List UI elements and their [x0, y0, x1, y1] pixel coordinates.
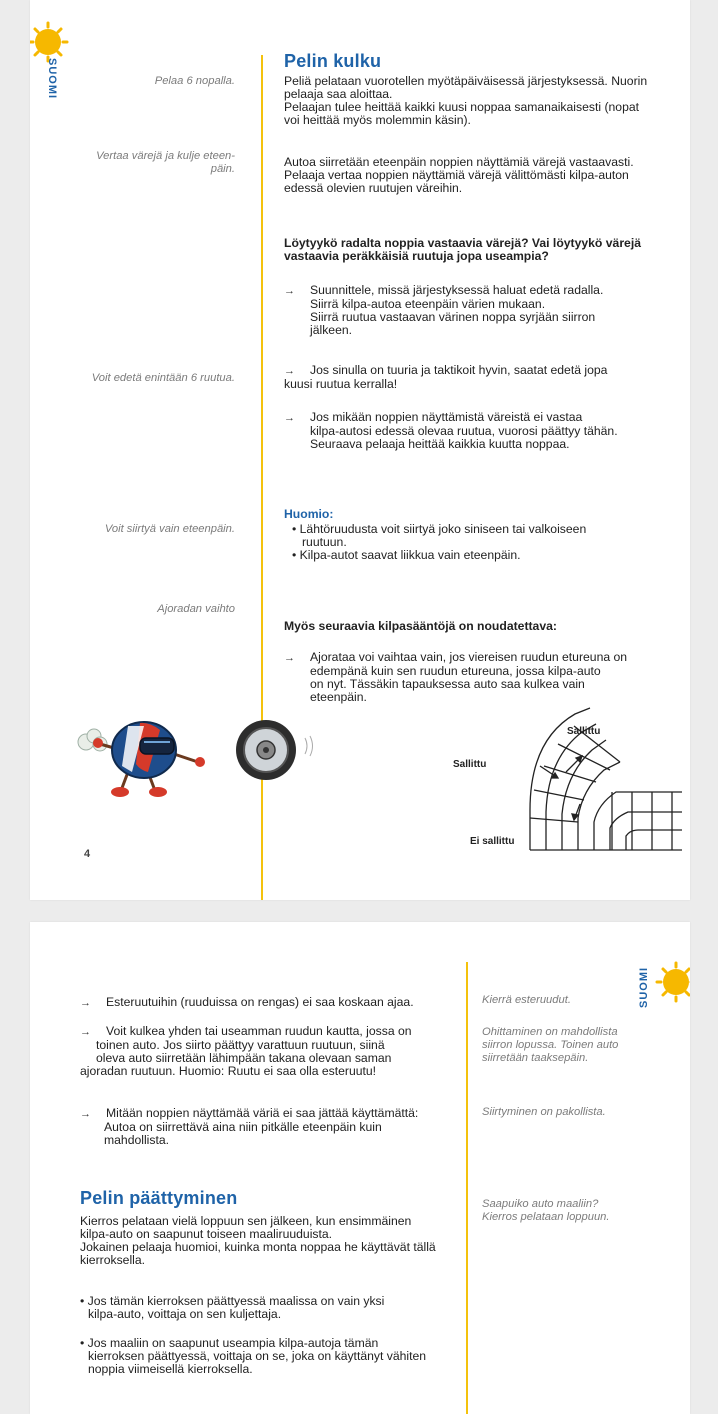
arrow-right-icon: → — [284, 412, 295, 424]
text-line: Esteruutuihin (ruuduissa on rengas) ei saa koskaan ajaa. — [106, 995, 414, 1009]
text-line: kierroksella. — [80, 1253, 146, 1267]
margin-note-line: Kierros pelataan loppuun. — [482, 1211, 610, 1223]
text-line: Suunnittele, missä järjestyksessä haluat edetä radalla. — [310, 283, 604, 297]
subheading-colors — [284, 237, 684, 263]
margin-note-max-six: Voit edetä enintään 6 ruutua. — [91, 372, 235, 384]
diagram-label-allowed: Sallittu — [567, 726, 601, 737]
note-heading: Huomio: — [284, 507, 334, 521]
margin-note-obstacles: Kierrä esteruudut. — [482, 994, 571, 1006]
list-item — [80, 1107, 465, 1147]
margin-note-line: siirretään taaksepäin. — [482, 1052, 589, 1064]
page-title: Pelin kulku — [284, 51, 382, 71]
list-item — [284, 651, 684, 704]
diagram-label-allowed: Sallittu — [453, 759, 487, 770]
text-line: Pelaaja vertaa noppien näyttämiä värejä välittömästi kilpa-auton — [284, 168, 629, 182]
list-item — [80, 1337, 465, 1376]
text-line: Ajorataa voi vaihtaa vain, jos viereisen ruudun etureuna on — [310, 650, 628, 664]
text-line: Pelaajan tulee heittää kaikki kuusi noppaa samanaikaisesti (nopat — [284, 100, 640, 114]
text-line: toinen auto. Jos siirto päättyy varattuun ruutuun, siinä — [96, 1038, 385, 1052]
paragraph-turn-order — [284, 75, 684, 127]
list-item — [80, 1295, 465, 1321]
page-1 — [30, 0, 690, 900]
text-line: Mitään noppien näyttämää väriä ei saa jättää käyttämättä: — [106, 1106, 419, 1120]
text-line: Peliä pelataan vuorotellen myötäpäiväisessä järjestyksessä. Nuorin — [284, 74, 648, 88]
margin-note-line: Saapuiko auto maaliin? — [482, 1198, 599, 1210]
text-line: Jos sinulla on tuuria ja taktikoit hyvin, saatat edetä jopa — [310, 363, 608, 377]
arrow-right-icon: → — [284, 652, 295, 664]
paragraph-move-car — [284, 156, 684, 195]
subheading-rules: Myös seuraavia kilpasääntöjä on noudatettava: — [284, 619, 557, 633]
text-line: Jos mikään noppien näyttämistä väreistä ei vastaa — [310, 410, 583, 424]
text-line: Jokainen pelaaja huomioi, kuinka monta noppaa he käyttävät tällä — [80, 1240, 436, 1254]
diagram-label-not-allowed: Ei sallittu — [470, 836, 515, 847]
list-item — [80, 1025, 465, 1078]
text-line: pelaaja saa aloittaa. — [284, 87, 393, 101]
margin-note-line: siirron lopussa. Toinen auto — [482, 1039, 619, 1051]
arrow-right-icon: → — [284, 285, 295, 297]
arrow-right-icon: → — [80, 997, 91, 1009]
text-line: Siirrä kilpa-autoa eteenpäin värien mukaan. — [310, 297, 546, 311]
arrow-right-icon: → — [80, 1026, 91, 1038]
page-2 — [30, 922, 690, 1414]
text-line: ajoradan ruutuun. Huomio: Ruutu ei saa olla esteruutu! — [80, 1064, 377, 1078]
text-line: kuusi ruutua kerralla! — [284, 377, 398, 391]
text-line: Kierros pelataan vielä loppuun sen jälkeen, kun ensimmäinen — [80, 1214, 412, 1228]
text-line: • Jos maaliin on saapunut useampia kilpa-autoja tämän — [80, 1336, 379, 1350]
language-label: SUOMI — [638, 966, 650, 1008]
arrow-right-icon: → — [80, 1108, 91, 1120]
text-line: • Lähtöruudusta voit siirtyä joko siniseen tai valkoiseen — [292, 522, 587, 536]
list-item — [80, 996, 460, 1010]
margin-note-finish — [482, 1198, 610, 1224]
margin-note-line: Ohittaminen on mahdollista — [482, 1026, 618, 1038]
text-line: kilpa-autosi edessä olevaa ruutua, vuorosi päättyy tähän. — [310, 424, 618, 438]
paragraph-end-round — [80, 1215, 465, 1267]
page-number: 4 — [84, 848, 91, 860]
list-item — [284, 364, 684, 391]
text-line: • Kilpa-autot saavat liikkua vain eteenpäin. — [292, 548, 521, 562]
arrow-right-icon: → — [284, 365, 295, 377]
text-line: on nyt. Tässäkin tapauksessa auto saa kulkea vain — [310, 677, 585, 691]
helmet-character-icon — [70, 712, 320, 812]
margin-note-overtaking — [482, 1026, 618, 1065]
text-line: Autoa siirretään eteenpäin noppien näyttämiä värejä vastaavasti. — [284, 155, 634, 169]
text-line: mahdollista. — [104, 1133, 170, 1147]
text-line: Siirrä ruutua vastaavan värinen noppa syrjään siirron — [310, 310, 596, 324]
text-line: edempänä kuin sen ruudun etureuna, jossa kilpa-auto — [310, 664, 601, 678]
list-item — [284, 411, 684, 451]
text-line: kierroksen päättyessä, voittaja on se, joka on käyttänyt vähiten — [88, 1349, 427, 1363]
margin-note-lane-change: Ajoradan vaihto — [157, 603, 235, 615]
sun-logo-icon — [652, 960, 690, 1004]
margin-note-forward: Voit siirtyä vain eteenpäin. — [104, 523, 235, 535]
text-line: ruutuun. — [302, 535, 347, 549]
text-line: kilpa-auto, voittaja on sen kuljettaja. — [88, 1307, 282, 1321]
text-line: Löytyykö radalta noppia vastaavia värejä? Vai löytyykö värejä — [284, 236, 642, 250]
text-line: eteenpäin. — [310, 690, 367, 704]
margin-note-mandatory: Siirtyminen on pakollista. — [482, 1106, 606, 1118]
margin-note-line: Vertaa värejä ja kulje eteen- — [96, 150, 235, 162]
margin-note-compare — [35, 150, 235, 176]
text-line: oleva auto siirretään lähimpään takana olevaan saman — [96, 1051, 392, 1065]
track-diagram-icon — [500, 700, 685, 860]
column-divider — [466, 962, 468, 1414]
text-line: kilpa-auto on saapunut toiseen maaliruuduista. — [80, 1227, 333, 1241]
text-line: vastaavia peräkkäisiä ruutuja jopa useampia? — [284, 249, 549, 263]
note-list — [292, 523, 690, 562]
margin-note-dice: Pelaa 6 nopalla. — [154, 75, 235, 87]
list-item — [284, 284, 684, 337]
text-line: Autoa on siirrettävä aina niin pitkälle eteenpäin kuin — [104, 1120, 382, 1134]
margin-note-line: päin. — [210, 163, 235, 175]
text-line: edessä olevien ruutujen väreihin. — [284, 181, 463, 195]
text-line: • Jos tämän kierroksen päättyessä maalissa on vain yksi — [80, 1294, 385, 1308]
text-line: voi heittää myös molemmin käsin). — [284, 113, 471, 127]
text-line: Voit kulkea yhden tai useamman ruudun kautta, jossa on — [106, 1024, 412, 1038]
text-line: Seuraava pelaaja heittää kaikkia kuutta noppaa. — [310, 437, 570, 451]
language-label: SUOMI — [46, 58, 58, 100]
text-line: noppia viimeisellä kierroksella. — [88, 1362, 253, 1376]
text-line: jälkeen. — [310, 323, 353, 337]
section-title: Pelin päättyminen — [80, 1188, 238, 1208]
